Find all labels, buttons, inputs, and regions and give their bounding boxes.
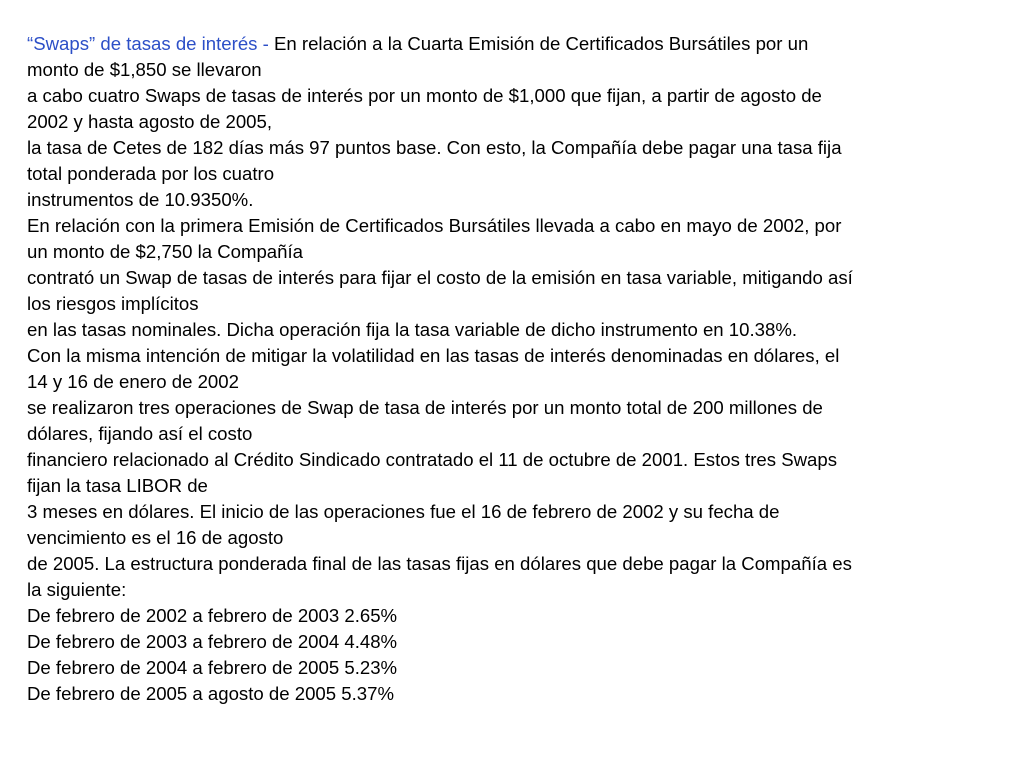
text-line: instrumentos de 10.9350%. bbox=[27, 189, 254, 210]
section-title: “Swaps” de tasas de interés - bbox=[27, 33, 269, 54]
text-line: financiero relacionado al Crédito Sindicado contratado el 11 de octubre de 2001. Estos tres Swaps bbox=[27, 449, 838, 470]
rate-line: De febrero de 2003 a febrero de 2004 4.48% bbox=[27, 631, 398, 652]
heading-line bbox=[27, 31, 997, 57]
text-line: 2002 y hasta agosto de 2005, bbox=[27, 111, 273, 132]
text-line: a cabo cuatro Swaps de tasas de interés por un monto de $1,000 que fijan, a partir de agosto de bbox=[27, 85, 822, 106]
text-line: monto de $1,850 se llevaron bbox=[27, 59, 262, 80]
text-line: contrató un Swap de tasas de interés para fijar el costo de la emisión en tasa variable, mitigando así bbox=[27, 267, 853, 288]
text-line: la siguiente: bbox=[27, 579, 127, 600]
text-line: la tasa de Cetes de 182 días más 97 puntos base. Con esto, la Compañía debe pagar una tasa fija bbox=[27, 137, 842, 158]
text-line: dólares, fijando así el costo bbox=[27, 423, 253, 444]
text-line: en las tasas nominales. Dicha operación fija la tasa variable de dicho instrumento en 10.38%. bbox=[27, 319, 798, 340]
text-line: se realizaron tres operaciones de Swap de tasa de interés por un monto total de 200 millones de bbox=[27, 397, 823, 418]
text-line: total ponderada por los cuatro bbox=[27, 163, 275, 184]
heading-text: En relación a la Cuarta Emisión de Certificados Bursátiles por un bbox=[268, 33, 809, 54]
text-line: de 2005. La estructura ponderada final de las tasas fijas en dólares que debe pagar la Compañía es bbox=[27, 553, 852, 574]
text-line: fijan la tasa LIBOR de bbox=[27, 475, 208, 496]
text-line: vencimiento es el 16 de agosto bbox=[27, 527, 284, 548]
text-line: Con la misma intención de mitigar la volatilidad en las tasas de interés denominadas en dólares, el bbox=[27, 345, 840, 366]
text-line: los riesgos implícitos bbox=[27, 293, 199, 314]
text-line: 14 y 16 de enero de 2002 bbox=[27, 371, 239, 392]
rate-line: De febrero de 2005 a agosto de 2005 5.37% bbox=[27, 683, 394, 704]
text-line: En relación con la primera Emisión de Certificados Bursátiles llevada a cabo en mayo de 2002, por bbox=[27, 215, 842, 236]
rate-line: De febrero de 2004 a febrero de 2005 5.23% bbox=[27, 657, 398, 678]
document-body bbox=[27, 31, 997, 707]
rate-line: De febrero de 2002 a febrero de 2003 2.65% bbox=[27, 605, 398, 626]
text-line: 3 meses en dólares. El inicio de las operaciones fue el 16 de febrero de 2002 y su fecha de bbox=[27, 501, 780, 522]
text-line: un monto de $2,750 la Compañía bbox=[27, 241, 304, 262]
